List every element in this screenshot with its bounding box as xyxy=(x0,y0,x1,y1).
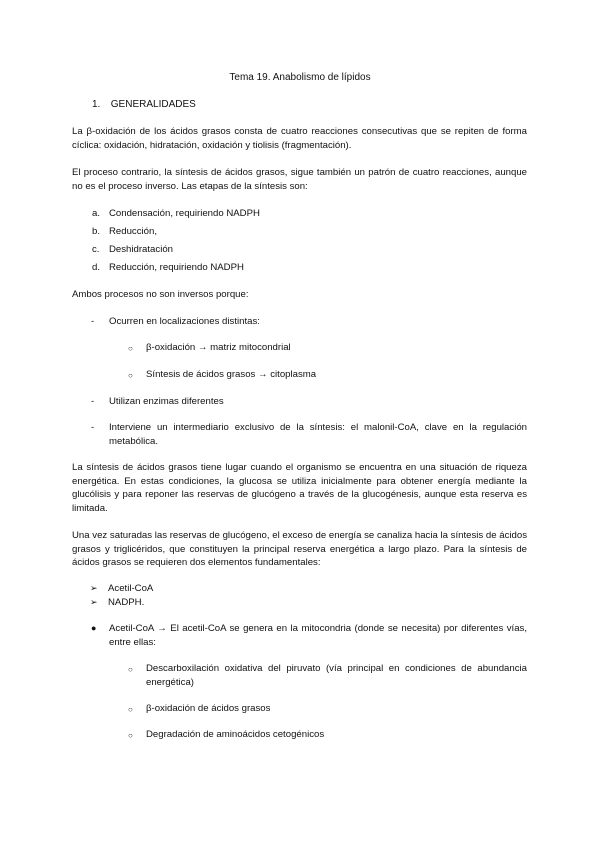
source-ketogenic-amino-acids: Degradación de aminoácidos cetogénicos xyxy=(146,729,325,740)
list-item-text: Reducción, requiriendo NADPH xyxy=(109,262,244,273)
list-marker: b. xyxy=(92,226,101,237)
section-number: 1. xyxy=(92,99,101,110)
reason-locations: Ocurren en localizaciones distintas: xyxy=(109,316,260,327)
dash-marker: - xyxy=(91,422,95,433)
requirement-nadph: NADPH. xyxy=(108,597,145,608)
location-synthesis: Síntesis de ácidos grasos → citoplasma xyxy=(146,369,317,380)
circle-marker: ○ xyxy=(128,705,133,714)
list-item-text: Deshidratación xyxy=(109,244,173,255)
list-marker: c. xyxy=(92,244,100,255)
list-marker: d. xyxy=(92,262,101,273)
dash-marker: - xyxy=(91,316,95,327)
reason-enzymes: Utilizan enzimas diferentes xyxy=(109,396,224,407)
circle-marker: ○ xyxy=(128,665,133,674)
paragraph-synthesis-intro: El proceso contrario, la síntesis de ácidos grasos, sigue también un patrón de cuatro reacciones, aunque no es el proceso inverso. Las etapas de la síntesis son: xyxy=(72,167,527,192)
circle-marker: ○ xyxy=(128,731,133,740)
requirement-acetyl-coa: Acetil-CoA xyxy=(108,583,154,594)
list-item xyxy=(92,207,532,225)
location-beta-oxidation: β-oxidación → matriz mitocondrial xyxy=(146,342,291,353)
section-title: GENERALIDADES xyxy=(110,99,196,110)
list-item xyxy=(92,243,532,261)
paragraph-not-inverse: Ambos procesos no son inversos porque: xyxy=(72,289,249,300)
circle-marker: ○ xyxy=(128,371,133,380)
acetyl-coa-origin: Acetil-CoA → El acetil-CoA se genera en la mitocondria (donde se necesita) por diferentes vías, entre ellas: xyxy=(109,623,527,648)
bullet-marker: ● xyxy=(91,623,97,633)
list-item-text: Reducción, xyxy=(109,226,157,237)
list-item-text: Condensación, requiriendo NADPH xyxy=(109,208,260,219)
synthesis-steps-list xyxy=(92,207,532,279)
paragraph-glycogen-saturation: Una vez saturadas las reservas de glucógeno, el exceso de energía se canaliza hacia la síntesis de ácidos grasos y triglicéridos, que constituyen la principal reserva energética a largo plazo. Para la síntesis de ácidos grasos se requieren dos elementos fundamentales: xyxy=(72,530,527,568)
section-heading xyxy=(92,98,196,112)
paragraph-energy-richness: La síntesis de ácidos grasos tiene lugar cuando el organismo se encuentra en una situación de riqueza energética. En estas condiciones, la glucosa se utiliza inicialmente para obtener energía mediante la glucólisis y para reponer las reservas de glucógeno a través de la glucogénesis, aunque esta reserva es limitada. xyxy=(72,462,527,514)
source-beta-oxidation: β-oxidación de ácidos grasos xyxy=(146,703,271,714)
list-item xyxy=(92,225,532,243)
paragraph-beta-oxidation: La β-oxidación de los ácidos grasos consta de cuatro reacciones consecutivas que se repiten de forma cíclica: oxidación, hidratación, oxidación y tiolisis (fragmentación). xyxy=(72,126,527,151)
source-pyruvate: Descarboxilación oxidativa del piruvato (vía principal en condiciones de abundancia energética) xyxy=(146,663,527,688)
arrow-marker: ➢ xyxy=(90,583,98,593)
reason-malonyl-coa: Interviene un intermediario exclusivo de la síntesis: el malonil-CoA, clave en la regulación metabólica. xyxy=(109,422,527,447)
document-title: Tema 19. Anabolismo de lípidos xyxy=(229,72,371,83)
dash-marker: - xyxy=(91,396,95,407)
circle-marker: ○ xyxy=(128,344,133,353)
list-marker: a. xyxy=(92,208,101,219)
list-item xyxy=(92,261,532,279)
arrow-marker: ➢ xyxy=(90,597,98,607)
